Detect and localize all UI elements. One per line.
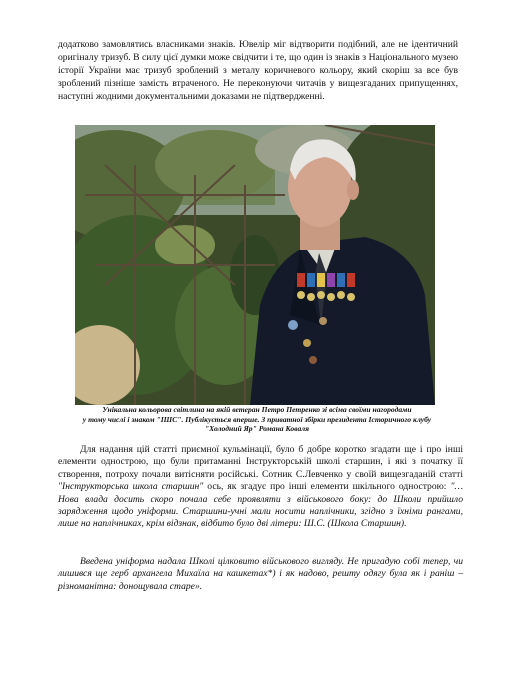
- caption-line-1: Унікальна кольорова світлина на якій ветеран Петро Петренко зі всіма своїми нагородами: [102, 405, 412, 414]
- caption-line-3: "Холодний Яр" Романа Коваля: [204, 424, 310, 434]
- para1-quote: "…Нова влада досить скоро почала себе проявляти з військового боку: до Школи прийшло зарядження щодо уніформи. Старшини-учні мали носити наплічники, згідно з їхніми рангами, лише на наплічниках, крім відзнак, відбито було дві літери: Ш.С. (Школа Старшин).: [58, 481, 463, 530]
- body-paragraph-2: Введена уніформа надала Школі цілковито військового вигляду. Не пригадую собі тепер, чи лишився ще герб архангела Михаїла на кашкетах*) і як надово, решту одягу була як і раніш – різноманітна: донощувала старе».: [58, 556, 463, 592]
- photo-caption: [62, 405, 452, 434]
- para1-lead: Для надання цій статті приємної кульмінації, було б добре коротко згадати ще і про інші елементи однострою, що були притаманні Інструкторській школі старшин, і які з початку її створення, потроху почали витісняти російські. Сотник С.Левченко у своїй вищезгаданій статті: [58, 444, 463, 480]
- para1-article-title: "Інструкторська школа старшин": [58, 481, 204, 493]
- body-paragraph-1: [58, 444, 463, 531]
- veteran-photo: [75, 125, 435, 405]
- caption-line-2: у тому числі і знаком "ІШС". Публікується вперше. З приватної збірки президента Історичного клубу: [82, 414, 432, 424]
- para1-mid: ось, як згадує про інші елементи шкільного однострою:: [203, 481, 451, 493]
- top-paragraph: додатково замовлятись власниками знаків. Ювелір міг відтворити подібний, але не ідентичний оригіналу тризуб. В силу цієї думки може свідчити і те, що один із знаків з Національного музею історії України має тризуб зроблений з металу коричневого кольору, який скоріш за все був зроблений пізніше замість втраченого. Не переконуючи читачів у вищезгаданих припущеннях, наступні жодними документальними доказами не підтвердженні.: [58, 39, 458, 102]
